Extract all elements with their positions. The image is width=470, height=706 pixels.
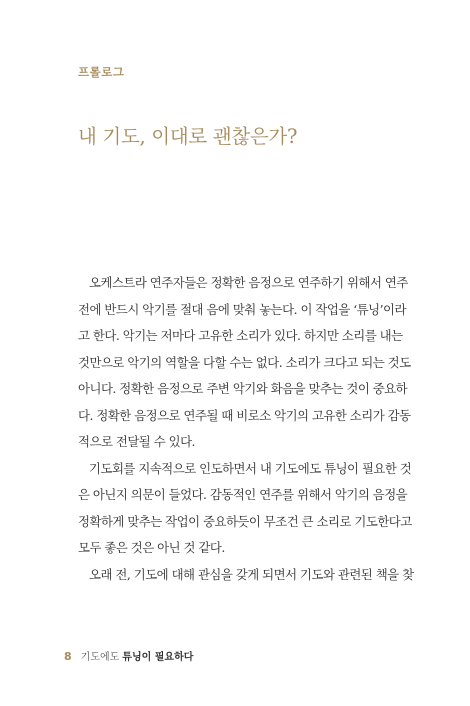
paragraph [78,456,412,562]
book-title-main: 튜닝이 필요하다 [122,652,194,663]
chapter-title: 내 기도, 이대로 괜찮은가? [78,125,298,148]
text-line: 모두 좋은 것은 아닌 것 같다. [78,540,225,555]
text-line: 적으로 전달될 수 있다. [78,434,195,449]
text-line: 고 한다. 악기는 저마다 고유한 소리가 있다. 하지만 소리를 내는 [78,328,403,343]
text-line: 아니다. 정확한 음정으로 주변 악기와 화음을 맞추는 것이 중요하 [78,381,408,396]
text-line: 은 아닌지 의문이 들었다. 감동적인 연주를 위해서 악기의 음정을 [78,487,408,502]
text-line: 오래 전, 기도에 대해 관심을 갖게 되면서 기도와 관련된 책을 찾 [89,566,414,582]
section-label: 프롤로그 [78,65,125,79]
text-line: 기도회를 지속적으로 인도하면서 내 기도에도 튜닝이 필요한 것 [89,460,412,476]
text-line: 것만으로 악기의 역할을 다할 수는 없다. 소리가 크다고 되는 것도 [78,354,411,370]
paragraph [78,270,411,456]
paragraph [78,562,414,589]
page-footer [64,648,193,663]
text-line: 다. 정확한 음정으로 연주될 때 비로소 악기의 고유한 소리가 감동 [78,407,411,423]
page-number: 8 [64,650,72,663]
text-line: 오케스트라 연주자들은 정확한 음정으로 연주하기 위해서 연주 [89,275,408,290]
body-text [78,270,414,588]
text-line: 전에 반드시 악기를 절대 음에 맞춰 놓는다. 이 작업을 ‘튜닝’이라 [78,301,406,317]
book-title-prefix: 기도에도 [80,652,120,663]
text-line: 정확하게 맞추는 작업이 중요하듯이 무조건 큰 소리로 기도한다고 [78,513,412,529]
